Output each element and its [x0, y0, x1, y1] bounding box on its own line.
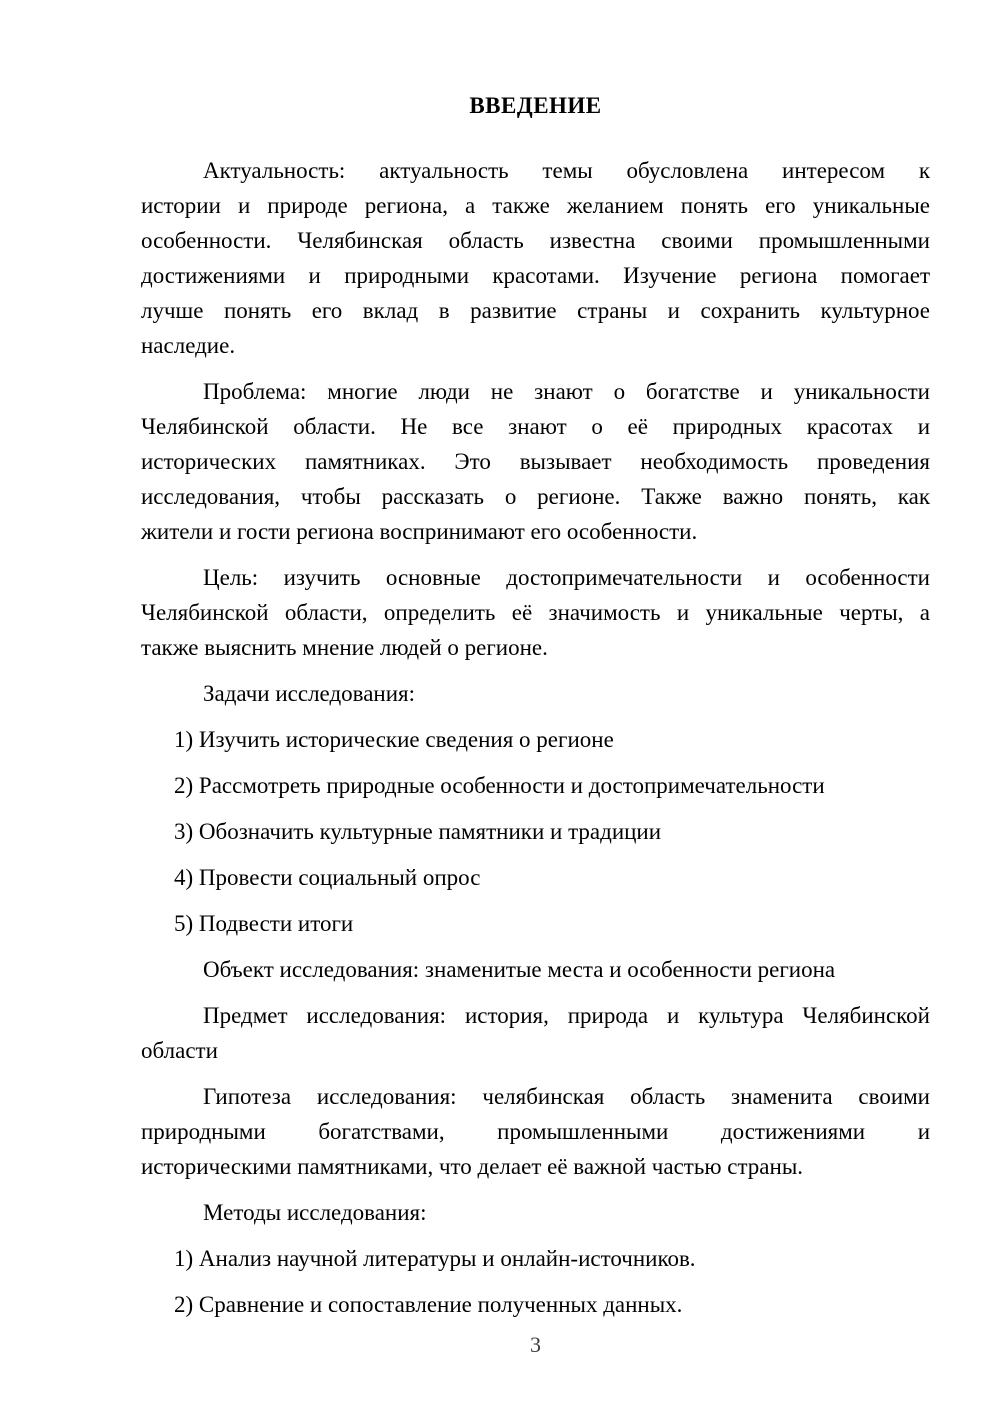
- paragraph-problem: Проблема: многие люди не знают о богатстве и уникальности Челябинской области. Не все знают о её природных красотах и исторических памятниках. Это вызывает необходимость проведения исследования, чтобы рассказать о регионе. Также важно понять, как жители и гости региона воспринимают его особенности.: [141, 379, 930, 544]
- page-number: 3: [530, 1332, 541, 1357]
- methods-heading: Методы исследования:: [203, 1200, 427, 1225]
- task-item-2: 2) Рассмотреть природные особенности и достопримечательности: [174, 773, 825, 798]
- paragraph-hypothesis: Гипотеза исследования: челябинская область знаменита своими природными богатствами, промышленными достижениями и историческими памятниками, что делает её важной частью страны.: [141, 1084, 930, 1179]
- method-item-2: 2) Сравнение и сопоставление полученных данных.: [174, 1292, 683, 1317]
- task-item-5: 5) Подвести итоги: [174, 911, 354, 936]
- method-list: [141, 1241, 930, 1322]
- paragraph-goal: Цель: изучить основные достопримечательности и особенности Челябинской области, определить её значимость и уникальные черты, а также выяснить мнение людей о регионе.: [141, 565, 930, 660]
- task-item-1: 1) Изучить исторические сведения о регионе: [174, 727, 614, 752]
- tasks-heading: Задачи исследования:: [203, 681, 416, 706]
- method-item-1: 1) Анализ научной литературы и онлайн-источников.: [174, 1246, 696, 1271]
- paragraph-relevance: Актуальность: актуальность темы обусловлена интересом к истории и природе региона, а также желанием понять его уникальные особенности. Челябинская область известна своими промышленными достижениями и природными красотами. Изучение региона помогает лучше понять его вклад в развитие страны и сохранить культурное наследие.: [141, 158, 930, 358]
- task-list: [141, 722, 930, 941]
- task-item-4: 4) Провести социальный опрос: [174, 865, 481, 890]
- page-title: ВВЕДЕНИЕ: [469, 93, 602, 118]
- paragraph-subject: Предмет исследования: история, природа и культура Челябинской области: [141, 1003, 930, 1063]
- paragraph-object: Объект исследования: знаменитые места и особенности региона: [203, 957, 836, 982]
- page-content: [141, 88, 930, 1357]
- task-item-3: 3) Обозначить культурные памятники и традиции: [174, 819, 662, 844]
